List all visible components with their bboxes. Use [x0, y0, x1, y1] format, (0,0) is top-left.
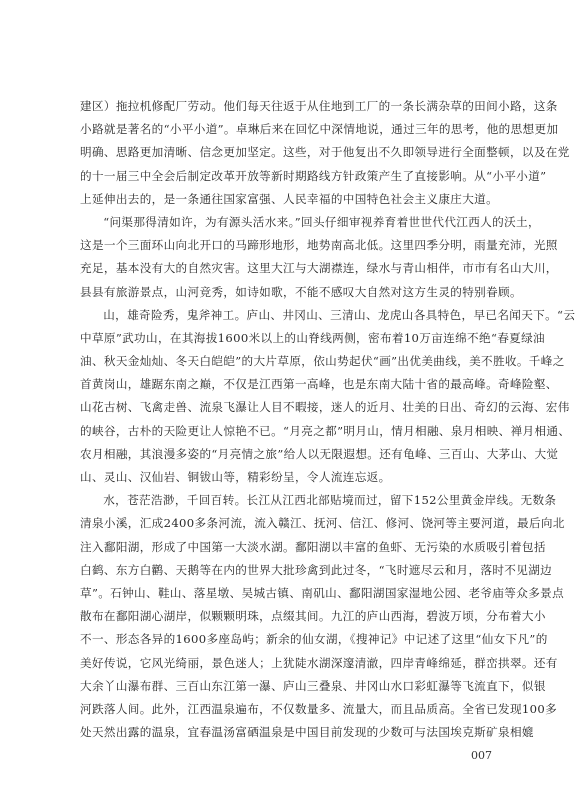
text-line: 清泉小溪，汇成2400多条河流，流入赣江、抚河、信江、修河、饶河等主要河道，最后向北	[80, 516, 565, 531]
text-line: 山、灵山、汉仙岩、铜钹山等，精彩纷呈，令人流连忘返。	[80, 470, 391, 484]
text-line: 这是一个三面环山向北开口的马蹄形地形，地势南高北低。这里四季分明，雨量充沛，光照	[80, 238, 558, 253]
text-line: 水，苍茫浩渺，千回百转。长江从江西北部贴境而过，留下152公里黄金岸线。无数条	[103, 493, 557, 508]
text-line: 县县有旅游景点，山河竞秀，如诗如歌，不能不感叹大自然对这方生灵的特别眷顾。	[80, 284, 522, 299]
text-line: 河跌落人间。此外，江西温泉遍布，不仅数量多、流量大，而且品质高。全省已发现100多	[80, 701, 558, 716]
text-line: 注入鄱阳湖，形成了中国第一大淡水湖。鄱阳湖以丰富的鱼虾、无污染的水质吸引着包括	[80, 539, 546, 554]
text-line: 油、秋天金灿灿、冬天白皑皑”的大片草原，依山势起伏“画”出优美曲线，美不胜收。千峰之	[80, 354, 565, 369]
text-line: 的十一届三中全会后制定改革开放等新时期路线方针政策产生了直接影响。从“小平小道”	[80, 168, 547, 183]
text-line: 小路就是著名的“小平小道”。卓琳后来在回忆中深情地说，通过三年的思考，他的思想更加	[80, 122, 559, 137]
page-number: 007	[471, 749, 492, 762]
text-line: 美好传说，它风光绮丽，景色迷人；上犹陡水湖深邃清澈，四岸青峰绵延，群峦拱翠。还有	[80, 655, 558, 670]
text-line: 山，雄奇险秀，鬼斧神工。庐山、井冈山、三清山、龙虎山各具特色，早已名闻天下。“云	[103, 307, 575, 322]
text-line: 山花古树、飞禽走兽、流泉飞瀑让人目不暇接，迷人的近月、壮美的日出、奇幻的云海、宏伟	[80, 400, 570, 415]
text-line: 散布在鄱阳湖心湖岸，似颗颗明珠，点缀其间。九江的庐山西海，碧波万顷，分布着大小	[80, 609, 546, 624]
text-line: 不一、形态各异的1600多座岛屿；新余的仙女湖，《搜神记》中记述了这里“仙女下凡”的	[80, 632, 548, 647]
text-line: 的峡谷，古朴的天险更让人惊艳不已。“月亮之都”明月山，情月相融、泉月相映、禅月相通、	[80, 423, 571, 438]
text-line: 上延伸出去的，是一条通往国家富强、人民幸福的中国特色社会主义康庄大道。	[80, 191, 499, 206]
text-line: “问渠那得清如许，为有源头活水来。”回头仔细审视养育着世世代代江西人的沃土，	[103, 214, 540, 229]
body-text	[80, 95, 575, 744]
text-line: 首黄岗山，雄踞东南之巅，不仅是江西第一高峰，也是东南大陆十省的最高峰。奇峰险壑、	[80, 377, 558, 392]
text-line: 建区）拖拉机修配厂劳动。他们每天往返于从住地到工厂的一条长满杂草的田间小路，这条	[80, 99, 558, 113]
text-line: 中草原”武功山，在其海拔1600米以上的山脊线两侧，密布着10万亩连绵不绝“春夏绿油	[80, 330, 546, 345]
text-line: 处天然出露的温泉，宜春温汤富硒温泉是中国目前发现的少数可与法国埃克斯矿泉相媲	[80, 725, 534, 740]
text-line: 明确、思路更加清晰、信念更加坚定。这些，对于他复出不久即领导进行全面整顿，以及在党	[80, 145, 570, 160]
text-line: 充足，基本没有大的自然灾害。这里大江与大湖襟连，绿水与青山相伴，市市有名山大川，	[80, 261, 558, 276]
text-line: 农月相融，其浪漫多姿的“月亮情之旅”给人以无限遐想。还有龟峰、三百山、大茅山、大觉	[80, 446, 559, 461]
text-line: 大余丫山瀑布群、三百山东江第一瀑、庐山三叠泉、井冈山水口彩虹瀑等飞流直下，似银	[80, 678, 546, 693]
text-line: 白鹤、东方白鹳、天鹅等在内的世界大批珍禽到此过冬，“飞时遮尽云和月，落时不见湖边	[80, 562, 553, 577]
text-line: 草”。石钟山、鞋山、落星墩、吴城古镇、南矶山、鄱阳湖国家湿地公园、老爷庙等众多景点	[80, 585, 565, 600]
